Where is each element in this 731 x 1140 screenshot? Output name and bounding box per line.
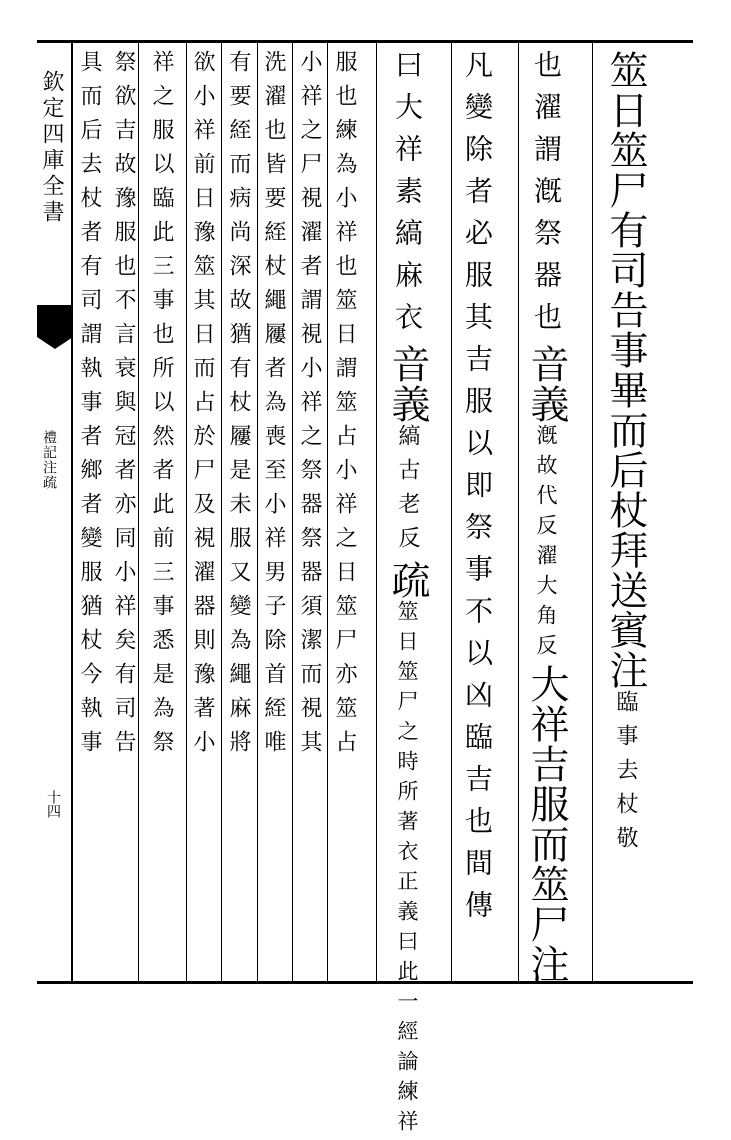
text-column-8	[227, 50, 249, 980]
column-rule	[138, 43, 139, 981]
note-text: 凡變除者必服其吉服以即祭事不以凶臨吉也間傳	[461, 50, 494, 932]
text-column-12	[78, 50, 100, 980]
double-note	[396, 600, 417, 1140]
column-rule	[518, 43, 519, 981]
note-line-right: 濯大角反	[534, 544, 558, 664]
note-line-left: 漑故代反	[534, 424, 558, 544]
commentary-text: 服也練為小祥也筮日謂筮占小祥之日筮尸亦筮占	[332, 50, 357, 764]
text-column-9	[191, 50, 213, 980]
note-text: 曰大祥素縞麻衣	[391, 50, 424, 344]
main-text: 大祥吉服而筮尸注	[524, 664, 569, 984]
commentary-text: 具而后去杖者有司謂執事者鄉者變服猶杖今執事	[77, 50, 102, 764]
yinyi-marker: 音義	[524, 344, 569, 424]
commentary-text: 有要絰而病尚深故猶有杖屨是未服又變為繩麻將	[226, 50, 251, 764]
commentary-text: 洗濯也皆要絰杖繩屨者為喪至小祥男子除首絰唯	[261, 50, 286, 764]
column-rule	[257, 43, 258, 981]
main-text: 筮日筮尸有司告事畢而后杖拜送賓注	[603, 50, 648, 690]
column-rule	[376, 43, 377, 981]
column-rule	[292, 43, 293, 981]
margin-page-number: 十四	[45, 790, 61, 818]
commentary-text: 祭欲吉故豫服也不言衰與冠者亦同小祥矣有司告	[111, 50, 136, 764]
column-rule	[592, 43, 593, 981]
text-column-4	[385, 50, 430, 1140]
text-column-6	[298, 50, 320, 980]
fish-tail-mark	[37, 305, 73, 337]
commentary-text: 小祥之尸視濯者謂視小祥之祭器祭器須潔而視其	[297, 50, 322, 764]
note-line-left: 筮日筮尸之時所著衣	[395, 600, 419, 870]
double-note	[535, 424, 556, 664]
commentary-text: 祥之服以臨此三事也所以然者此前三事悉是為祭	[149, 50, 174, 764]
note-text: 也濯謂漑祭器也	[530, 50, 563, 344]
text-column-7	[262, 50, 284, 980]
column-rule	[221, 43, 222, 981]
text-column-1	[603, 50, 648, 980]
column-rule	[451, 43, 452, 981]
column-rule	[186, 43, 187, 981]
commentary-text: 欲小祥前日豫筮其日而占於尸及視濯器則豫著小	[190, 50, 215, 764]
column-rule	[327, 43, 328, 981]
margin-title: 欽定四庫全書	[39, 70, 64, 226]
text-column-5	[333, 50, 355, 980]
note-text: 臨事去杖敬	[613, 690, 638, 860]
shu-marker: 疏	[385, 560, 430, 600]
text-column-11	[112, 50, 134, 980]
note-line-right: 正義曰此一經論練祥	[395, 870, 419, 1140]
text-column-10	[150, 50, 172, 980]
text-column-2	[524, 50, 569, 984]
note-text: 縞古老反	[395, 424, 420, 560]
yinyi-marker: 音義	[385, 344, 430, 424]
text-column-3	[461, 50, 494, 980]
margin-book-title: 禮記注疏	[41, 430, 57, 490]
